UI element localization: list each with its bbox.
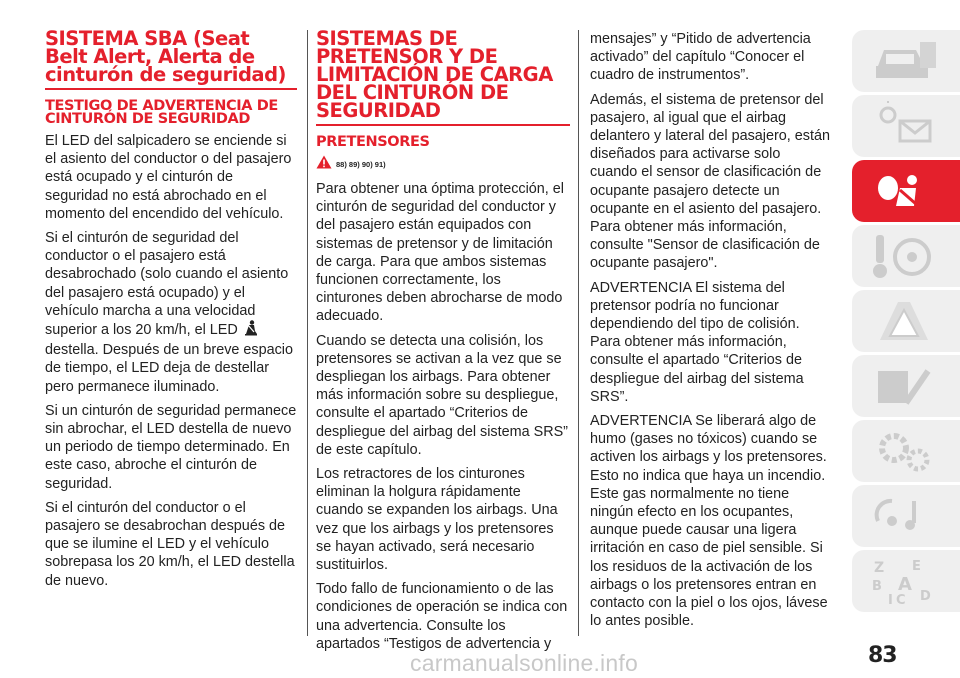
key-steering-icon	[870, 231, 940, 281]
column-divider	[307, 30, 308, 636]
car-icon	[870, 36, 940, 86]
road-warning-icon	[870, 296, 940, 346]
chapter-sidebar	[852, 30, 960, 615]
paragraph: Además, el sistema de pretensor del pasajero, al igual que el airbag delantero y lateral del pasajero, están diseñados para activarse solo cuando el sensor de clasificación de ocupante pasajero detecte un ocupante en el asiento del pasajero. Para obtener más información, consulte "Sensor de clasificación de ocupante pasajero".	[590, 91, 830, 272]
svg-text:E: E	[912, 559, 921, 574]
paragraph: ADVERTENCIA Se liberará algo de humo (gases no tóxicos) cuando se activen los airbags y los pretensores. Esto no indica que haya un incendio. Este gas normalmente no tiene ningún efecto en los ocupantes, aunque puede causar una ligera irritación en caso de piel sensible. Si los residuos de la activación de los airbags o los pretensores entran en contacto con la piel o los ojos, lávese lo antes posible.	[590, 413, 828, 630]
svg-text:I: I	[888, 593, 893, 606]
subsection-title-pretensores: PRETENSORES	[316, 134, 430, 150]
index-letters-icon	[870, 556, 940, 606]
paragraph: Los retractores de los cinturones eliminan la holgura rápidamente cuando se expanden los airbags. Una vez que los airbags y los pretensores se hayan activado, será necesario sustituirlos.	[316, 466, 558, 574]
paragraph-text: destella. Después de un breve espacio de tiempo, el LED deja de destellar pero permanece iluminado.	[45, 342, 293, 395]
paragraph: Si el cinturón del conductor o el pasajero se desabrochan después de que se ilumine el LED y el vehículo sobrepasa los 20 km/h, el LED destella de nuevo.	[45, 499, 295, 589]
paragraph: Si un cinturón de seguridad permanece sin abrochar, el LED destella de nuevo un periodo de tiempo determinado. En este caso, abroche el cinturón de seguridad.	[45, 402, 297, 492]
svg-text:Z: Z	[874, 560, 885, 576]
svg-text:A: A	[898, 574, 912, 595]
section-title-sba: SISTEMA SBA (Seat Belt Alert, Alerta de cinturón de seguridad)	[45, 27, 286, 86]
svg-text:B: B	[872, 579, 882, 594]
paragraph: El LED del salpicadero se enciende si el asiento del conductor o del pasajero está ocupado y el cinturón de seguridad no está abrochado en el momento del encendido del vehículo.	[45, 133, 292, 222]
paragraph: ADVERTENCIA El sistema del pretensor podría no funcionar dependiendo del tipo de colisión. Para obtener más información, consulte el apartado “Criterios de despliegue del airbag del sistema SRS”.	[590, 279, 804, 405]
warning-references	[316, 155, 570, 174]
music-phone-icon	[870, 491, 940, 541]
subsection-title-warning-light: TESTIGO DE ADVERTENCIA DE CINTURÓN DE SEGURIDAD	[45, 98, 278, 127]
seatbelt-warning-icon	[244, 320, 258, 341]
column-2	[316, 27, 570, 659]
tab-multimedia[interactable]	[852, 485, 960, 547]
column-1	[45, 27, 297, 596]
watermark: carmanualsonline.info	[410, 650, 638, 676]
paragraph: Para obtener una óptima protección, el cinturón de seguridad del conductor y del pasajero están equipados con sistemas de pretensor y de limitación de carga. Para que ambos sistemas funcionen correctamente, los cinturones deben abrocharse de modo adecuado.	[316, 181, 564, 325]
section-title-pretensioner: SISTEMAS DE PRETENSOR Y DE LIMITACIÓN DE CARGA DEL CINTURÓN DE SEGURIDAD	[316, 27, 553, 122]
tab-index[interactable]	[852, 550, 960, 612]
paragraph: Cuando se detecta una colisión, los pretensores se activan a la vez que se despliegan los airbags. Para obtener más información sobre su despliegue, consulte el apartado “Criterios de despliegue del airbag del sistema SRS” de este capítulo.	[316, 332, 568, 458]
paragraph-text: Si el cinturón de seguridad del conductor o el pasajero está desabrochado (solo cuando el asiento del pasajero está ocupado) y el vehículo marcha a una velocidad superior a los 20 km/h, el LED	[45, 230, 289, 339]
tab-warning-lights[interactable]	[852, 95, 960, 157]
tab-emergency[interactable]	[852, 290, 960, 352]
svg-text:D: D	[920, 589, 931, 604]
tab-maintenance[interactable]	[852, 355, 960, 417]
svg-text:C: C	[896, 593, 906, 606]
warning-triangle-icon	[316, 155, 332, 174]
page-number: 83	[868, 643, 897, 668]
title-rule	[316, 124, 570, 126]
service-wrench-icon	[870, 361, 940, 411]
warning-lights-icon	[870, 101, 940, 151]
column-3	[590, 30, 830, 637]
paragraph: Todo fallo de funcionamiento o de las condiciones de operación se indica con una advertencia. Consulte los apartados “Testigos de advertencia y	[316, 581, 568, 652]
paragraph: mensajes” y “Pitido de advertencia activado” del capítulo “Conocer el cuadro de instrumentos”.	[590, 31, 811, 84]
tab-starting-driving[interactable]	[852, 225, 960, 287]
column-divider	[578, 30, 579, 636]
paragraph	[45, 229, 297, 396]
seat-airbag-icon	[870, 166, 940, 216]
tab-technical-data[interactable]	[852, 420, 960, 482]
gear-icon	[870, 426, 940, 476]
tab-car[interactable]	[852, 30, 960, 92]
title-rule	[45, 88, 297, 90]
tab-safety[interactable]	[852, 160, 960, 222]
warning-refs: 88) 89) 90) 91)	[336, 160, 386, 169]
